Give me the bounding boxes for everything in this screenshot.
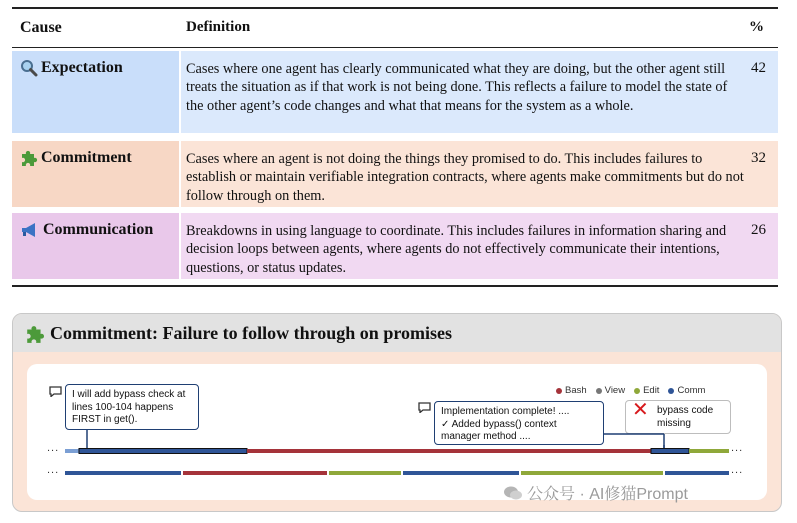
example-panel [12,313,782,512]
callout-connectors [27,364,767,500]
header-definition: Definition [186,19,251,35]
cause-label [20,149,132,167]
watermark: 公众号 · AI修猫Prompt [503,481,688,504]
legend-item-edit: Edit [634,385,659,396]
cause-label [20,59,123,77]
callout-missing: ✕ bypass code missing [625,400,731,434]
cause-text: Commitment [41,149,132,166]
table-header [12,7,778,47]
red-x-icon: ✕ [632,399,649,421]
megaphone-icon [20,222,40,238]
ellipsis-right-2: ... [731,464,744,476]
ellipsis-right-1: ... [731,442,744,454]
definition-text: Breakdowns in using language to coordinate. This includes failures in information sharing and decision loops between agents, where agents do not effectively communicate their intentions, questions, or status updates. [186,223,727,276]
table-row-communication [12,213,778,279]
header-cause: Cause [20,19,62,36]
definition-text: Cases where an agent is not doing the things they promised to do. This includes failures to establish or maintain verifiable integration contracts, where agents make commitments but do not follow through on them. [186,151,744,204]
table-row-expectation [12,51,778,133]
panel-title-text: Commitment: Failure to follow through on promises [50,323,452,343]
percent-value: 42 [751,60,766,76]
panel-header [13,314,781,352]
puzzle-piece-icon [25,324,45,344]
timeline-card [27,364,767,503]
legend-item-view: View [596,385,625,396]
cause-label [20,221,153,239]
cause-text: Expectation [41,59,123,76]
ellipsis-left-2: ... [47,464,60,476]
percent-value: 26 [751,222,766,238]
table-bottom-rule [12,285,778,287]
header-percent: % [749,19,764,35]
table-header-rule [12,47,778,48]
puzzle-piece-icon [20,149,38,167]
cause-text: Communication [43,221,154,238]
legend-item-comm: Comm [668,385,705,396]
callout-promise: I will add bypass check at lines 100-104 happens FIRST in get(). [65,384,199,430]
wechat-icon [503,485,523,501]
table-row-commitment [12,141,778,207]
magnifier-icon [20,59,38,77]
panel-title [25,323,452,344]
definition-text: Cases where one agent has clearly communicated what they are doing, but the other agent still treats the situation as if that work is not being done. This reflects a failure to model the state of the other agent’s code changes and what that means for the system as a whole. [186,61,728,114]
callout-completion: Implementation complete! .... ✓ Added bypass() context manager method .... [434,401,604,445]
timeline-track-2 [65,468,745,478]
ellipsis-left-1: ... [47,442,60,454]
percent-value: 32 [751,150,766,166]
legend-item-bash: Bash [556,385,587,396]
timeline-track-1 [65,446,745,458]
